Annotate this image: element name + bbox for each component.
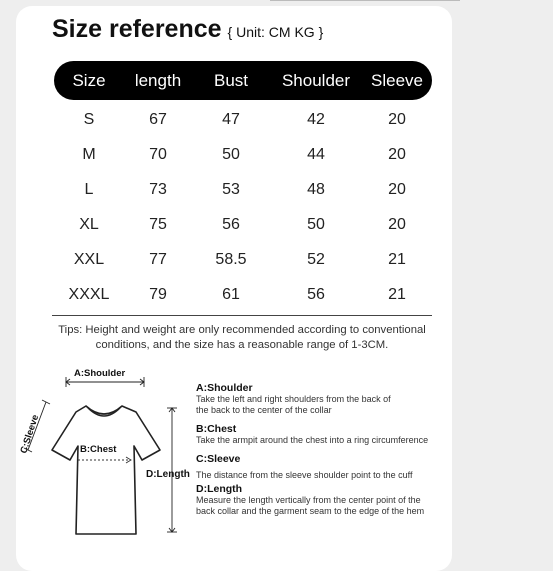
measure-c-title: C:Sleeve — [196, 453, 241, 465]
cell-size: XXL — [73, 251, 105, 268]
shoulder-diagram-label: A:Shoulder — [74, 368, 126, 379]
cell-length: 79 — [149, 286, 167, 303]
cell-size: XL — [79, 216, 99, 233]
measure-d-title: D:Length — [196, 483, 243, 495]
cell-shoulder: 42 — [307, 111, 325, 128]
sleeve-diagram-label: C:Sleeve — [18, 413, 42, 455]
title-text: Size reference — [52, 15, 222, 43]
measure-a-text-1: Take the left and right shoulders from the back of — [196, 394, 391, 404]
chest-diagram-label: B:Chest — [80, 444, 117, 455]
cell-sleeve: 20 — [388, 216, 406, 233]
tshirt-outline — [52, 406, 160, 534]
header-sleeve: Sleeve — [371, 71, 423, 90]
measure-a-title: A:Shoulder — [196, 382, 253, 394]
header-length: length — [134, 71, 182, 90]
cell-shoulder: 52 — [307, 251, 325, 268]
length-inline-label: D:Length — [146, 469, 190, 480]
measure-a — [196, 382, 451, 416]
tips-text — [50, 323, 434, 353]
measure-d-text-2: back collar and the garment seam to the edge of the hem — [196, 506, 425, 516]
measure-b — [196, 423, 451, 446]
tips-line-1: Tips: Height and weight are only recommended according to conventional — [58, 324, 426, 336]
cell-bust: 50 — [222, 146, 240, 163]
cell-bust: 53 — [222, 181, 240, 198]
cell-sleeve: 20 — [388, 181, 406, 198]
tshirt-diagram — [14, 362, 184, 542]
cell-length: 77 — [149, 251, 167, 268]
measure-d — [196, 483, 451, 517]
cell-bust: 58.5 — [215, 251, 247, 268]
header-size: Size — [72, 71, 106, 90]
cell-shoulder: 44 — [307, 146, 325, 163]
measure-b-text: Take the armpit around the chest into a ring circumference — [196, 435, 429, 445]
cell-length: 73 — [149, 181, 167, 198]
cell-sleeve: 20 — [388, 111, 406, 128]
measure-c-text: The distance from the sleeve shoulder point to the cuff — [196, 470, 413, 480]
unit-label: { Unit: CM KG } — [227, 24, 324, 40]
cell-length: 75 — [149, 216, 167, 233]
cell-shoulder: 56 — [307, 286, 325, 303]
cell-bust: 47 — [222, 111, 240, 128]
header-bust: Bust — [213, 71, 249, 90]
tips-line-2: conditions, and the size has a reasonable range of 1-3CM. — [95, 339, 389, 351]
header-shoulder: Shoulder — [281, 71, 351, 90]
cell-length: 70 — [149, 146, 167, 163]
table-row — [54, 173, 432, 207]
table-row — [54, 208, 432, 242]
table-row — [54, 138, 432, 172]
cell-bust: 56 — [222, 216, 240, 233]
page-title — [52, 15, 323, 44]
table-row — [54, 103, 432, 137]
measure-b-title: B:Chest — [196, 423, 237, 435]
cell-size: L — [84, 181, 94, 198]
tips-divider — [52, 315, 432, 316]
top-border-line — [270, 0, 460, 1]
measure-d-text-1: Measure the length vertically from the center point of the — [196, 495, 421, 505]
cell-length: 67 — [149, 111, 167, 128]
cell-size: XXXL — [68, 286, 110, 303]
cell-shoulder: 48 — [307, 181, 325, 198]
measure-descriptions — [196, 382, 451, 524]
cell-bust: 61 — [222, 286, 240, 303]
table-row — [54, 243, 432, 277]
table-row — [54, 278, 432, 312]
cell-size: S — [83, 111, 95, 128]
cell-shoulder: 50 — [307, 216, 325, 233]
table-header — [54, 61, 432, 100]
cell-sleeve: 21 — [388, 286, 406, 303]
cell-sleeve: 20 — [388, 146, 406, 163]
measure-a-text-2: the back to the center of the collar — [196, 405, 332, 415]
cell-sleeve: 21 — [388, 251, 406, 268]
cell-size: M — [82, 146, 96, 163]
